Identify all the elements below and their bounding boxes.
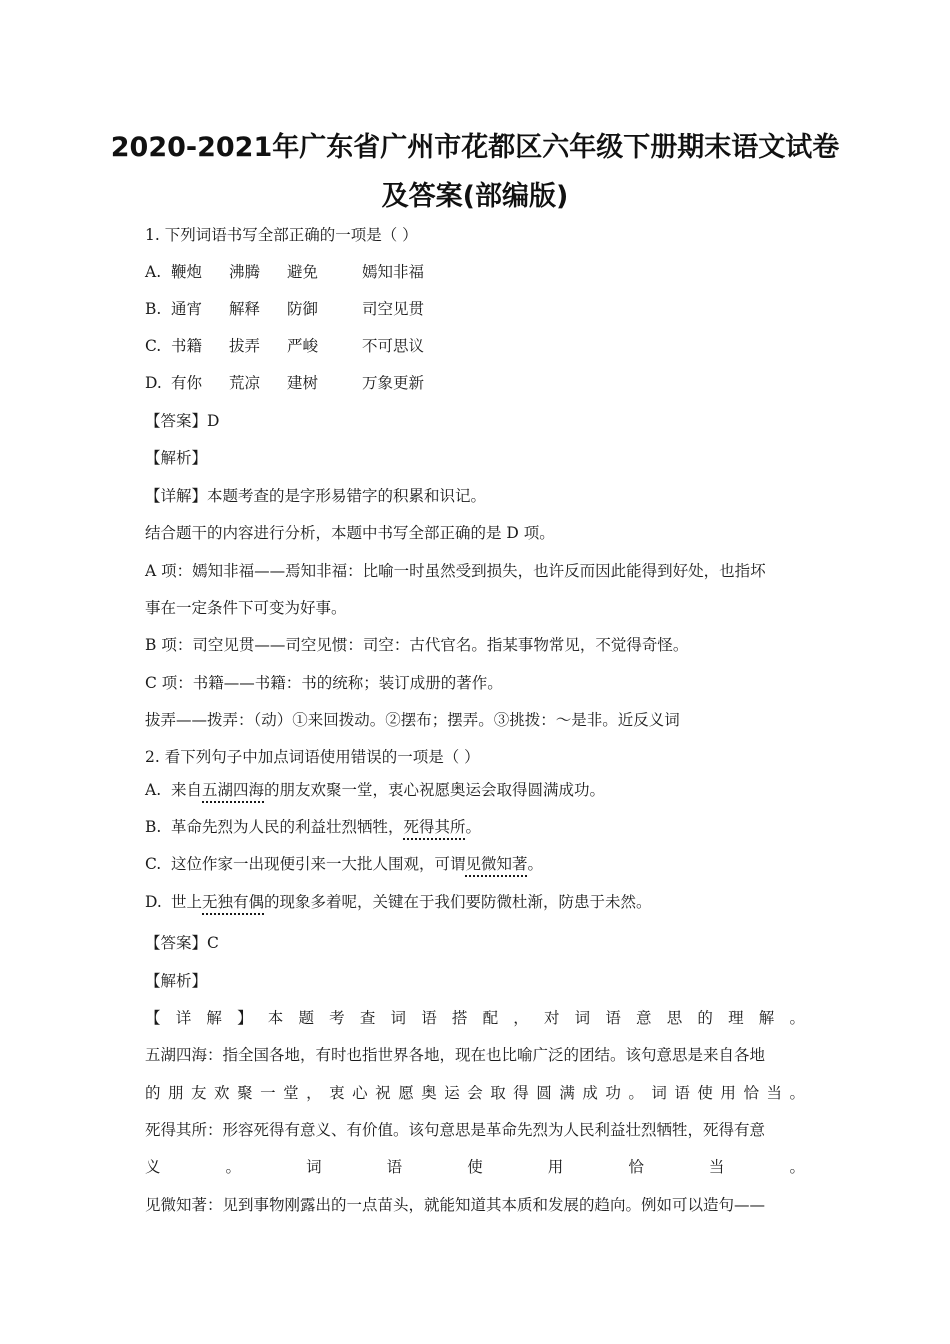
dotted-word: 无独有偶	[202, 893, 265, 911]
q1-stem: 1. 下列词语书写全部正确的一项是（ ）	[145, 226, 418, 244]
option-label: D.	[145, 893, 162, 911]
option-word: 司空见贯	[362, 300, 425, 318]
option-label: B.	[145, 818, 162, 836]
q1-analysis-line: B 项：司空见贯——司空见惯：司空：古代官名。指某事物常见，不觉得奇怪。	[145, 636, 689, 654]
q2-analysis-line: 见微知著：见到事物刚露出的一点苗头，就能知道其本质和发展的趋向。例如可以造句——	[145, 1196, 766, 1214]
option-word: 嫣知非福	[362, 263, 425, 281]
option-word: 不可思议	[362, 337, 425, 355]
option-label: A.	[145, 263, 162, 281]
option-text: 。	[465, 818, 482, 836]
option-text: 革命先烈为人民的利益壮烈牺牲，	[171, 818, 404, 836]
option-word: 通宵	[171, 300, 203, 318]
option-text: 世上	[171, 893, 203, 911]
option-text: 的朋友欢聚一堂，衷心祝愿奥运会取得圆满成功。	[264, 781, 606, 799]
option-text: 。	[527, 855, 544, 873]
q2-analysis-line: 义 。 词 语 使 用 恰 当 。	[145, 1158, 805, 1176]
q1-analysis-line: 事在一定条件下可变为好事。	[145, 599, 347, 617]
document-title-line-1: 2020-2021年广东省广州市花都区六年级下册期末语文试卷	[110, 132, 840, 163]
q2-analysis-label: 【解析】	[145, 972, 208, 990]
dotted-word: 见微知著	[465, 855, 528, 873]
document-title-line-2: 及答案(部编版)	[381, 181, 569, 212]
option-label: C.	[145, 855, 162, 873]
option-word: 建树	[287, 374, 319, 392]
option-word: 万象更新	[362, 374, 425, 392]
q2-analysis-line: 五湖四海：指全国各地，有时也指世界各地，现在也比喻广泛的团结。该句意思是来自各地	[145, 1046, 766, 1064]
q2-option-a	[145, 780, 605, 800]
dotted-word: 死得其所	[403, 818, 466, 836]
option-word: 拔弄	[229, 337, 261, 355]
q1-analysis-label: 【解析】	[145, 449, 208, 467]
q1-analysis-line: 拔弄——拨弄：（动）①来回拨动。②摆布；摆弄。③挑拨：～是非。近反义词	[145, 711, 680, 729]
q1-option-b	[145, 299, 424, 319]
option-text: 来自	[171, 781, 203, 799]
q1-answer: 【答案】D	[145, 412, 220, 430]
q1-analysis-line: C 项：书籍——书籍：书的统称；装订成册的著作。	[145, 674, 503, 692]
q1-option-d	[145, 373, 424, 393]
q1-option-a	[145, 262, 424, 282]
option-word: 有你	[171, 374, 203, 392]
option-text: 的现象多着呢，关键在于我们要防微杜渐，防患于未然。	[264, 893, 652, 911]
option-word: 解释	[229, 300, 261, 318]
option-word: 沸腾	[229, 263, 261, 281]
q1-analysis-line: 结合题干的内容进行分析，本题中书写全部正确的是 D 项。	[145, 524, 555, 542]
option-text: 这位作家一出现便引来一大批人围观，可谓	[171, 855, 466, 873]
q2-answer: 【答案】C	[145, 934, 219, 952]
option-label: A.	[145, 781, 162, 799]
q1-analysis-line: 【详解】本题考查的是字形易错字的积累和识记。	[145, 487, 487, 505]
option-word: 书籍	[171, 337, 203, 355]
dotted-word: 五湖四海	[202, 781, 265, 799]
q2-analysis-line: 的 朋 友 欢 聚 一 堂 ， 衷 心 祝 愿 奥 运 会 取 得 圆 满 成 功 。 词 语 使 用 恰 当 。	[145, 1084, 805, 1102]
q2-option-b	[145, 817, 481, 837]
option-label: B.	[145, 300, 162, 318]
q2-analysis-line: 【 详 解 】 本 题 考 查 词 语 搭 配 ， 对 词 语 意 思 的 理 解 。	[145, 1009, 805, 1027]
option-label: C.	[145, 337, 162, 355]
q1-analysis-line: A 项：嫣知非福——焉知非福：比喻一时虽然受到损失，也许反而因此能得到好处，也指坏	[145, 562, 766, 580]
option-word: 避免	[287, 263, 319, 281]
option-label: D.	[145, 374, 162, 392]
option-word: 鞭炮	[171, 263, 203, 281]
option-word: 荒凉	[229, 374, 261, 392]
option-word: 防御	[287, 300, 319, 318]
q2-option-d	[145, 892, 652, 912]
q2-stem: 2. 看下列句子中加点词语使用错误的一项是（ ）	[145, 748, 480, 766]
q2-option-c	[145, 854, 543, 874]
q1-option-c	[145, 336, 424, 356]
q2-analysis-line: 死得其所：形容死得有意义、有价值。该句意思是革命先烈为人民利益壮烈牺牲，死得有意	[145, 1121, 766, 1139]
option-word: 严峻	[287, 337, 319, 355]
